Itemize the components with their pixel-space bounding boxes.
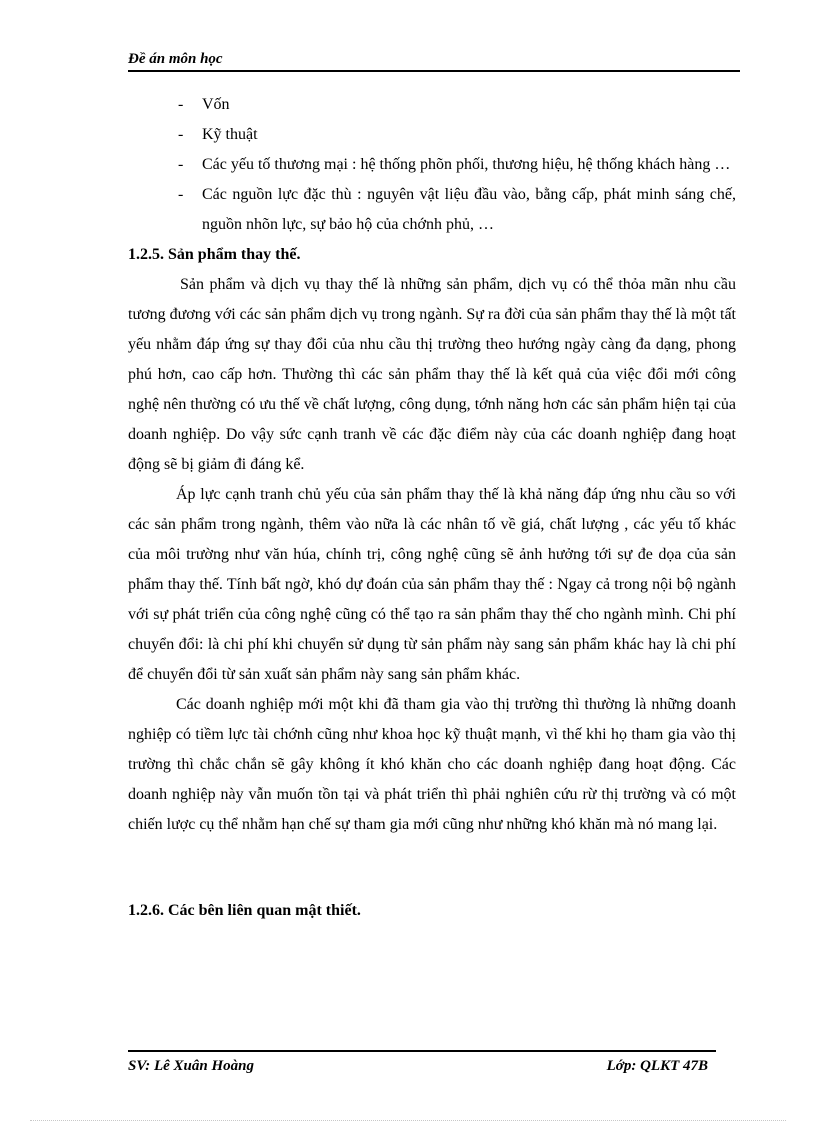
document-body (128, 90, 736, 926)
spacer (128, 840, 736, 896)
list-item: - Các nguồn lực đặc thù : nguyên vật liệu đầu vào, bằng cấp, phát minh sáng chế, nguồn nhõn lực, sự bảo hộ của chớnh phủ, … (128, 180, 736, 240)
footer-student: SV: Lê Xuân Hoàng (128, 1058, 254, 1074)
bullet-list (128, 90, 736, 240)
dash-marker: - (178, 126, 184, 143)
page-footer (128, 1050, 716, 1078)
dash-marker: - (178, 186, 184, 203)
list-item: - Kỹ thuật (128, 120, 736, 150)
page-header (128, 48, 740, 72)
paragraph: Sản phẩm và dịch vụ thay thế là những sản phẩm, dịch vụ có thể thỏa mãn nhu cầu tương đương với các sản phẩm dịch vụ trong ngành. Sự ra đời của sản phẩm thay thế là một tất yếu nhằm đáp ứng sự thay đổi của nhu cầu thị trường theo hướng ngày càng đa dạng, phong phú hơn, cao cấp hơn. Thường thì các sản phẩm thay thế là kết quả của việc đổi mới công nghệ nên thường có ưu thế về chất lượng, công dụng, tớnh năng hơn các sản phẩm hiện tại của doanh nghiệp. Do vậy sức cạnh tranh về các đặc điểm này của các doanh nghiệp đang hoạt động sẽ bị giảm đi đáng kể. (128, 276, 736, 473)
section-heading-1-2-6: 1.2.6. Các bên liên quan mật thiết. (128, 902, 361, 919)
dash-marker: - (178, 96, 184, 113)
footer-class: Lớp: QLKT 47B (606, 1058, 708, 1074)
section-heading-1-2-5: 1.2.5. Sản phẩm thay thế. (128, 246, 301, 263)
paragraph: Các doanh nghiệp mới một khi đã tham gia vào thị trường thì thường là những doanh nghiệp có tiềm lực tài chớnh cũng như khoa học kỹ thuật mạnh, vì thế khi họ tham gia vào thị trường thì chắc chắn sẽ gây không ít khó khăn cho các doanh nghiệp đang hoạt động. Các doanh nghiệp này vẫn muốn tồn tại và phát triển thì phải nghiên cứu rừ thị trường và có một chiến lược cụ thể nhằm hạn chế sự tham gia mới cũng như những khó khăn mà nó mang lại. (128, 696, 736, 833)
paragraph: Áp lực cạnh tranh chủ yếu của sản phẩm thay thế là khả năng đáp ứng nhu cầu so với các sản phẩm trong ngành, thêm vào nữa là các nhân tố về giá, chất lượng , các yếu tố khác của môi trường như văn húa, chính trị, công nghệ cũng sẽ ảnh hưởng tới sự đe dọa của sản phẩm thay thế. Tính bất ngờ, khó dự đoán của sản phẩm thay thế : Ngay cả trong nội bộ ngành với sự phát triển của công nghệ cũng có thể tạo ra sản phẩm thay thế cho ngành mình. Chi phí chuyển đổi: là chi phí khi chuyển sử dụng từ sản phẩm này sang sản phẩm khác hay là chi phí để chuyển đổi từ sản xuất sản phẩm này sang sản phẩm khác. (128, 486, 736, 683)
dash-marker: - (178, 156, 184, 173)
header-title: Đề án môn học (128, 51, 223, 67)
page-edge-divider (30, 1120, 786, 1121)
list-item: - Các yếu tố thương mại : hệ thống phõn phối, thương hiệu, hệ thống khách hàng … (128, 150, 736, 180)
list-item: - Vốn (128, 90, 736, 120)
